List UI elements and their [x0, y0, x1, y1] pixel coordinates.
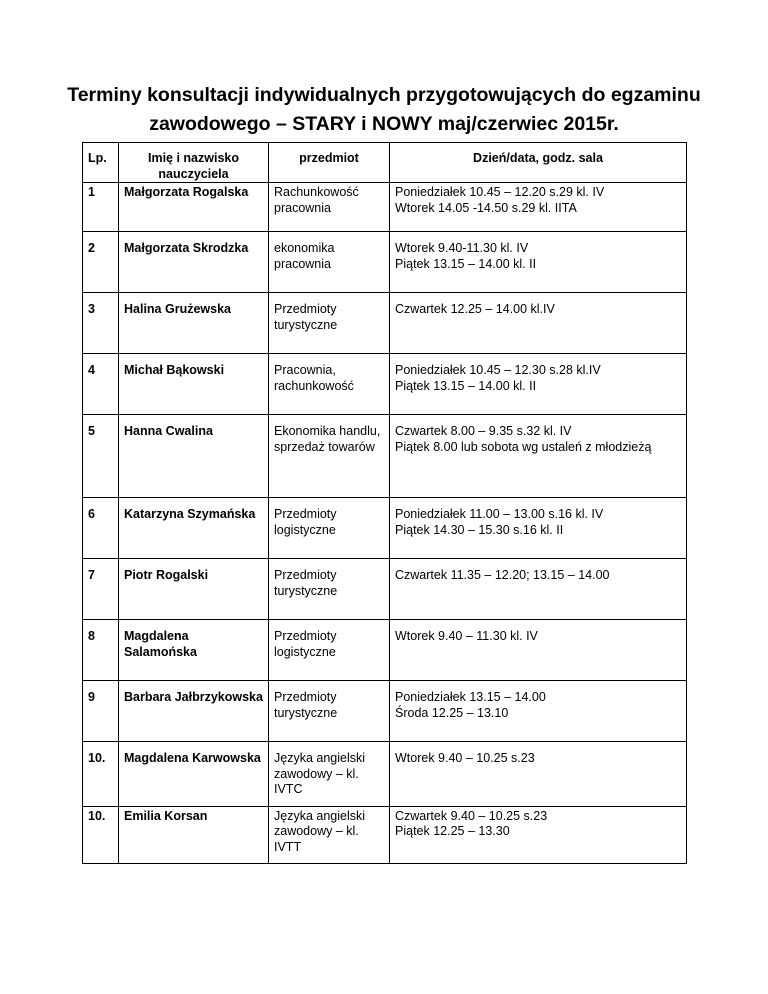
- cell-lp: 1: [83, 183, 119, 232]
- schedule-line: Czwartek 11.35 – 12.20; 13.15 – 14.00: [395, 568, 610, 582]
- cell-teacher: Małgorzata Skrodzka: [119, 232, 269, 293]
- table-row: [83, 681, 687, 742]
- title-line-1: Terminy konsultacji indywidualnych przygotowujących do egzaminu: [67, 84, 701, 106]
- schedule-line: Piątek 12.25 – 13.30: [395, 824, 510, 838]
- cell-schedule: [390, 681, 687, 742]
- page-title: [40, 81, 728, 139]
- cell-teacher: Hanna Cwalina: [119, 415, 269, 498]
- table-row: [83, 354, 687, 415]
- table-row: [83, 742, 687, 807]
- cell-lp: 5: [83, 415, 119, 498]
- cell-schedule: [390, 183, 687, 232]
- schedule-line: Piątek 8.00 lub sobota wg ustaleń z młodzieżą: [395, 439, 652, 454]
- cell-subject: Pracownia, rachunkowość: [269, 354, 390, 415]
- cell-teacher: Emilia Korsan: [119, 806, 269, 864]
- schedule-line: Czwartek 8.00 – 9.35 s.32 kl. IV: [395, 424, 572, 438]
- cell-schedule: [390, 620, 687, 681]
- cell-schedule: [390, 232, 687, 293]
- cell-subject: Przedmioty turystyczne: [269, 681, 390, 742]
- cell-subject: Przedmioty logistyczne: [269, 620, 390, 681]
- cell-subject: Języka angielski zawodowy – kl. IVTC: [269, 742, 390, 807]
- cell-subject: ekonomika pracownia: [269, 232, 390, 293]
- table-header-row: [83, 143, 687, 183]
- cell-lp: 2: [83, 232, 119, 293]
- cell-subject: Przedmioty turystyczne: [269, 293, 390, 354]
- header-name: Imię i nazwisko nauczyciela: [119, 143, 269, 183]
- cell-teacher: Magdalena Salamońska: [119, 620, 269, 681]
- cell-lp: 6: [83, 498, 119, 559]
- schedule-line: Wtorek 9.40-11.30 kl. IV: [395, 241, 529, 255]
- cell-subject: Przedmioty logistyczne: [269, 498, 390, 559]
- cell-subject: Przedmioty turystyczne: [269, 559, 390, 620]
- cell-teacher: Katarzyna Szymańska: [119, 498, 269, 559]
- header-lp: Lp.: [83, 143, 119, 183]
- cell-schedule: [390, 742, 687, 807]
- table-row: [83, 559, 687, 620]
- cell-lp: 8: [83, 620, 119, 681]
- table-row: [83, 183, 687, 232]
- schedule-line: Piątek 14.30 – 15.30 s.16 kl. II: [395, 522, 564, 537]
- cell-subject: Języka angielski zawodowy – kl. IVTT: [269, 806, 390, 864]
- schedule-line: Piątek 13.15 – 14.00 kl. II: [395, 378, 537, 393]
- table-row: [83, 806, 687, 864]
- cell-schedule: [390, 806, 687, 864]
- header-subject: przedmiot: [269, 143, 390, 183]
- schedule-line: Wtorek 9.40 – 11.30 kl. IV: [395, 629, 538, 643]
- title-line-2: zawodowego – STARY i NOWY maj/czerwiec 2015r.: [149, 113, 619, 135]
- table-row: [83, 293, 687, 354]
- cell-lp: 9: [83, 681, 119, 742]
- schedule-line: Wtorek 9.40 – 10.25 s.23: [395, 751, 535, 765]
- cell-subject: Ekonomika handlu, sprzedaż towarów: [269, 415, 390, 498]
- cell-schedule: [390, 498, 687, 559]
- cell-subject: Rachunkowość pracownia: [269, 183, 390, 232]
- schedule-line: Poniedziałek 11.00 – 13.00 s.16 kl. IV: [395, 507, 604, 521]
- cell-schedule: [390, 354, 687, 415]
- consultation-table: [82, 142, 687, 864]
- schedule-line: Czwartek 12.25 – 14.00 kl.IV: [395, 302, 555, 316]
- cell-lp: 4: [83, 354, 119, 415]
- schedule-line: Czwartek 9.40 – 10.25 s.23: [395, 808, 548, 823]
- schedule-line: Wtorek 14.05 -14.50 s.29 kl. IITA: [395, 200, 577, 215]
- cell-teacher: Małgorzata Rogalska: [119, 183, 269, 232]
- schedule-line: Poniedziałek 13.15 – 14.00: [395, 690, 546, 704]
- table-row: [83, 415, 687, 498]
- cell-lp: 10.: [83, 742, 119, 807]
- table-row: [83, 620, 687, 681]
- cell-lp: 7: [83, 559, 119, 620]
- cell-schedule: [390, 293, 687, 354]
- table-row: [83, 232, 687, 293]
- cell-teacher: Barbara Jałbrzykowska: [119, 681, 269, 742]
- header-date: Dzień/data, godz. sala: [390, 143, 687, 183]
- cell-teacher: Michał Bąkowski: [119, 354, 269, 415]
- cell-schedule: [390, 559, 687, 620]
- cell-schedule: [390, 415, 687, 498]
- cell-teacher: Magdalena Karwowska: [119, 742, 269, 807]
- schedule-line: Poniedziałek 10.45 – 12.20 s.29 kl. IV: [395, 185, 605, 199]
- cell-lp: 3: [83, 293, 119, 354]
- table-row: [83, 498, 687, 559]
- cell-teacher: Piotr Rogalski: [119, 559, 269, 620]
- cell-lp: 10.: [83, 806, 119, 864]
- cell-teacher: Halina Grużewska: [119, 293, 269, 354]
- schedule-line: Piątek 13.15 – 14.00 kl. II: [395, 256, 537, 271]
- schedule-line: Środa 12.25 – 13.10: [395, 705, 509, 720]
- schedule-line: Poniedziałek 10.45 – 12.30 s.28 kl.IV: [395, 363, 601, 377]
